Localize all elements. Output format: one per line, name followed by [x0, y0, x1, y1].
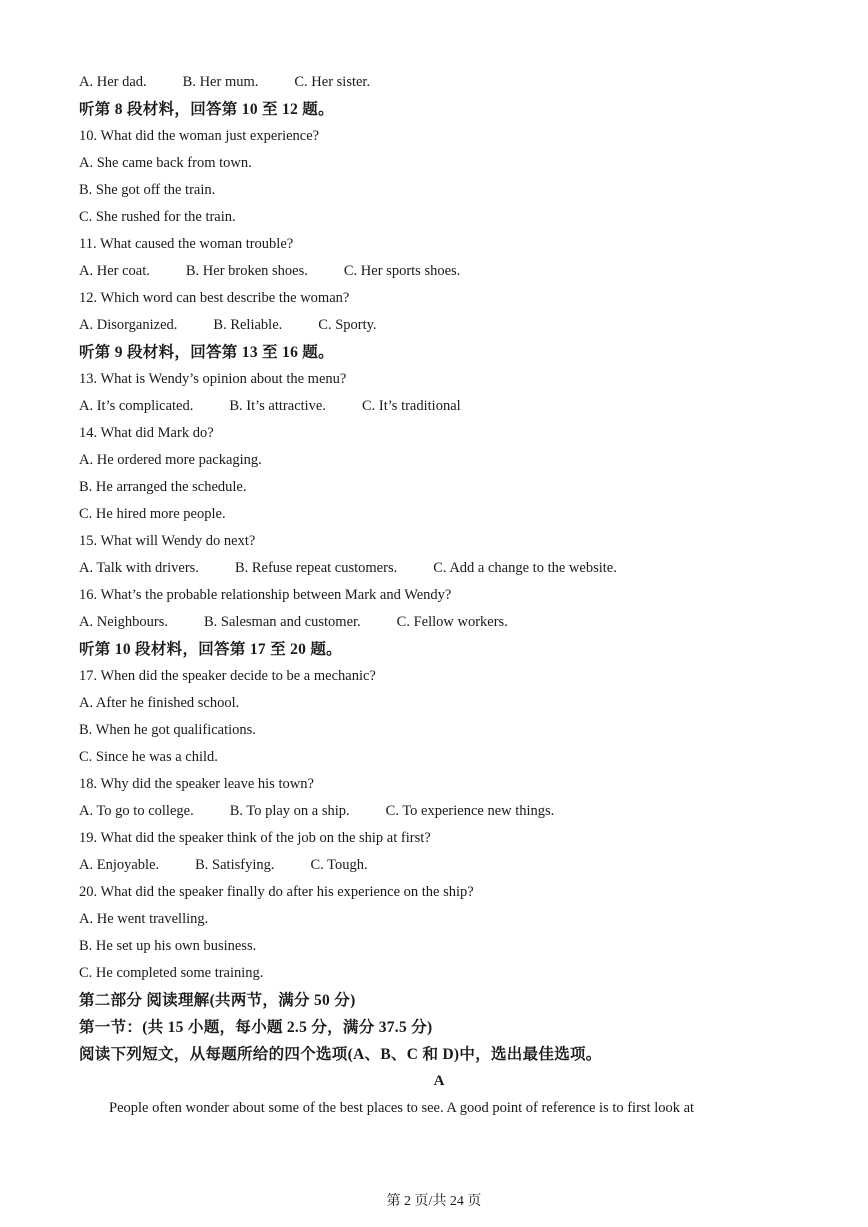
question-line: 12. Which word can best describe the woman?	[79, 290, 350, 306]
section-heading: 听第 10 段材料，回答第 17 至 20 题。	[79, 641, 342, 658]
answer-option: C. Her sports shoes.	[343, 263, 461, 279]
question-line: 11. What caused the woman trouble?	[79, 236, 294, 252]
answer-option: C. Tough.	[310, 857, 368, 873]
question-line: A. She came back from town.	[79, 155, 252, 171]
answer-option: A. To go to college.	[79, 803, 194, 819]
answer-options-row	[79, 798, 799, 825]
answer-option: B. It’s attractive.	[229, 398, 326, 414]
answer-option: B. Reliable.	[213, 317, 283, 333]
answer-option: B. To play on a ship.	[229, 803, 350, 819]
question-line: B. When he got qualifications.	[79, 722, 256, 738]
answer-option: B. Satisfying.	[195, 857, 275, 873]
answer-options-row	[79, 258, 799, 285]
answer-option: B. Refuse repeat customers.	[234, 560, 398, 576]
question-line: B. She got off the train.	[79, 182, 216, 198]
answer-options-row	[79, 852, 799, 879]
answer-option: A. Her dad.	[79, 74, 147, 90]
passage-paragraph: People often wonder about some of the best places to see. A good point of reference is to first look at	[109, 1100, 695, 1116]
answer-option: A. Her coat.	[79, 263, 150, 279]
question-line: C. He hired more people.	[79, 506, 226, 522]
section-heading: 第二部分 阅读理解(共两节，满分 50 分)	[79, 992, 356, 1009]
answer-option: C. Sporty.	[318, 317, 377, 333]
question-line: B. He arranged the schedule.	[79, 479, 247, 495]
page-footer: 第 2 页/共 24 页	[386, 1194, 482, 1209]
answer-options-row	[79, 393, 799, 420]
answer-options-row	[79, 555, 799, 582]
question-line: 13. What is Wendy’s opinion about the menu?	[79, 371, 347, 387]
section-heading: 阅读下列短文，从每题所给的四个选项(A、B、C 和 D)中，选出最佳选项。	[79, 1046, 602, 1063]
question-line: 17. When did the speaker decide to be a mechanic?	[79, 668, 376, 684]
answer-option: C. Add a change to the website.	[433, 560, 617, 576]
section-heading: 听第 8 段材料，回答第 10 至 12 题。	[79, 101, 334, 118]
answer-options-row	[79, 312, 799, 339]
question-line: 15. What will Wendy do next?	[79, 533, 256, 549]
question-line: C. She rushed for the train.	[79, 209, 236, 225]
answer-option: C. To experience new things.	[385, 803, 555, 819]
answer-option: A. It’s complicated.	[79, 398, 194, 414]
answer-option: A. Disorganized.	[79, 317, 178, 333]
passage-title: A	[433, 1073, 445, 1089]
answer-option: C. Her sister.	[294, 74, 371, 90]
question-line: 14. What did Mark do?	[79, 425, 214, 441]
question-line: C. Since he was a child.	[79, 749, 218, 765]
answer-option: A. Talk with drivers.	[79, 560, 199, 576]
question-line: A. After he finished school.	[79, 695, 240, 711]
question-line: A. He went travelling.	[79, 911, 209, 927]
question-line: B. He set up his own business.	[79, 938, 257, 954]
question-line: 19. What did the speaker think of the job on the ship at first?	[79, 830, 431, 846]
section-heading: 听第 9 段材料，回答第 13 至 16 题。	[79, 344, 334, 361]
answer-option: B. Salesman and customer.	[204, 614, 361, 630]
answer-option: B. Her mum.	[182, 74, 259, 90]
answer-option: C. It’s traditional	[362, 398, 461, 414]
question-line: 18. Why did the speaker leave his town?	[79, 776, 314, 792]
page-content	[79, 69, 799, 1122]
answer-option: B. Her broken shoes.	[185, 263, 308, 279]
question-line: 10. What did the woman just experience?	[79, 128, 320, 144]
question-line: A. He ordered more packaging.	[79, 452, 262, 468]
answer-options-row	[79, 69, 799, 96]
question-line: 16. What’s the probable relationship between Mark and Wendy?	[79, 587, 452, 603]
question-line: C. He completed some training.	[79, 965, 264, 981]
answer-option: A. Enjoyable.	[79, 857, 160, 873]
answer-option: C. Fellow workers.	[396, 614, 508, 630]
section-heading: 第一节：(共 15 小题，每小题 2.5 分，满分 37.5 分)	[79, 1019, 433, 1036]
answer-option: A. Neighbours.	[79, 614, 169, 630]
answer-options-row	[79, 609, 799, 636]
question-line: 20. What did the speaker finally do after his experience on the ship?	[79, 884, 474, 900]
